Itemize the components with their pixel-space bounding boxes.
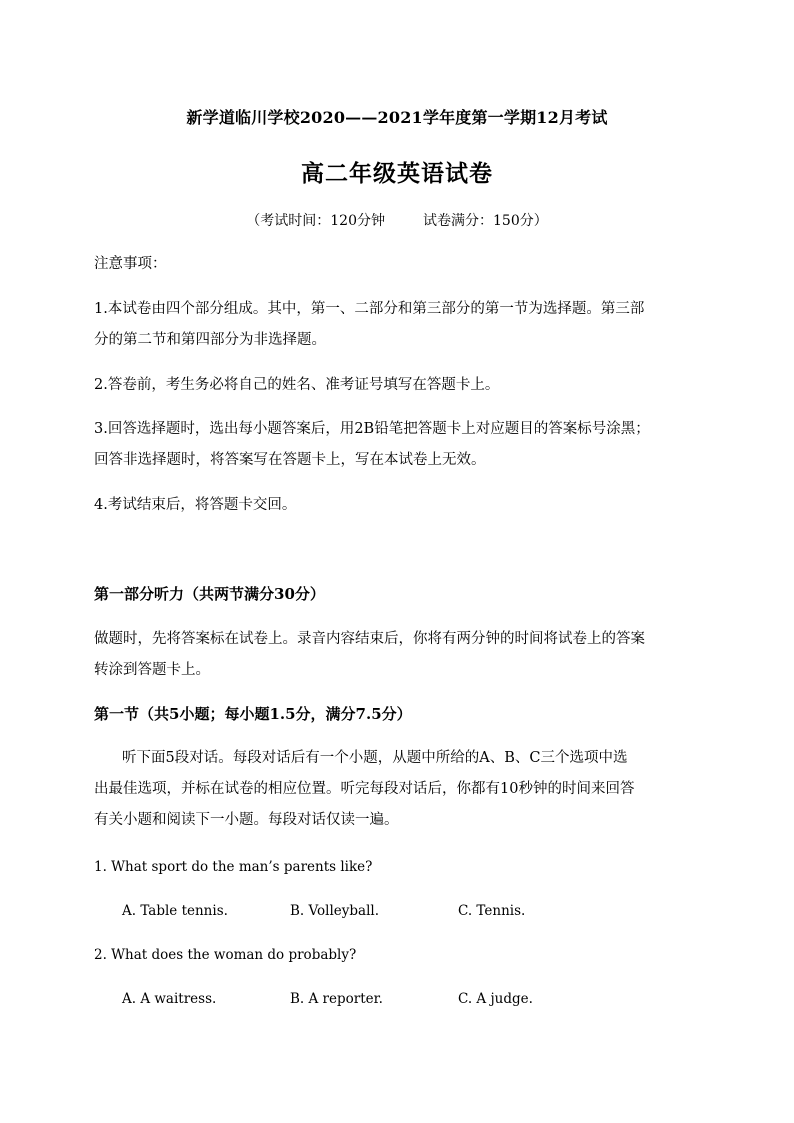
exam-title: 高二年级英语试卷 — [301, 160, 493, 187]
part1-instruction-line-2: 转涂到答题卡上。 — [94, 662, 210, 678]
section1-instruction-line-2: 出最佳选项，并标在试卷的相应位置。听完每段对话后，你都有10秒钟的时间来回答 — [94, 781, 635, 797]
note-item-1-line-1: 1.本试卷由四个部分组成。其中，第一、二部分和第三部分的第一节为选择题。第三部 — [94, 301, 645, 317]
note-item-3-line-1: 3.回答选择题时，选出每小题答案后，用2B铅笔把答题卡上对应题目的答案标号涂黑； — [94, 421, 650, 437]
question-1-stem: 1. What sport do the man’s parents like? — [94, 859, 373, 875]
section1-instruction-line-3: 有关小题和阅读下一小题。每段对话仅读一遍。 — [94, 812, 399, 828]
note-item-3-line-2: 回答非选择题时，将答案写在答题卡上，写在本试卷上无效。 — [94, 452, 486, 468]
question-2-option-a: A. A waitress. — [122, 991, 217, 1007]
question-2-stem: 2. What does the woman do probably? — [94, 947, 357, 963]
section1-instruction-line-1: 听下面5段对话。每段对话后有一个小题，从题中所给的A、B、C三个选项中选 — [122, 750, 628, 766]
exam-time: （考试时间：120分钟 — [246, 213, 385, 229]
note-item-1-line-2: 分的第二节和第四部分为非选择题。 — [94, 332, 326, 348]
question-1-option-a: A. Table tennis. — [122, 903, 228, 919]
part1-instruction-line-1: 做题时，先将答案标在试卷上。录音内容结束后，你将有两分钟的时间将试卷上的答案 — [94, 631, 645, 647]
question-1-option-b: B. Volleyball. — [290, 903, 380, 919]
school-exam-title: 新学道临川学校2020——2021学年度第一学期12月考试 — [186, 108, 608, 127]
exam-full-score: 试卷满分：150分） — [423, 213, 548, 229]
note-item-4: 4.考试结束后，将答题卡交回。 — [94, 497, 297, 513]
notes-heading: 注意事项： — [94, 256, 167, 272]
note-item-2: 2.答卷前，考生务必将自己的姓名、准考证号填写在答题卡上。 — [94, 377, 500, 393]
question-2-option-c: C. A judge. — [458, 991, 533, 1007]
question-1-option-c: C. Tennis. — [458, 903, 526, 919]
question-2-option-b: B. A reporter. — [290, 991, 383, 1007]
part1-heading: 第一部分听力（共两节满分30分） — [94, 585, 325, 603]
section1-heading: 第一节（共5小题；每小题1.5分，满分7.5分） — [94, 705, 412, 723]
exam-info — [0, 210, 794, 230]
